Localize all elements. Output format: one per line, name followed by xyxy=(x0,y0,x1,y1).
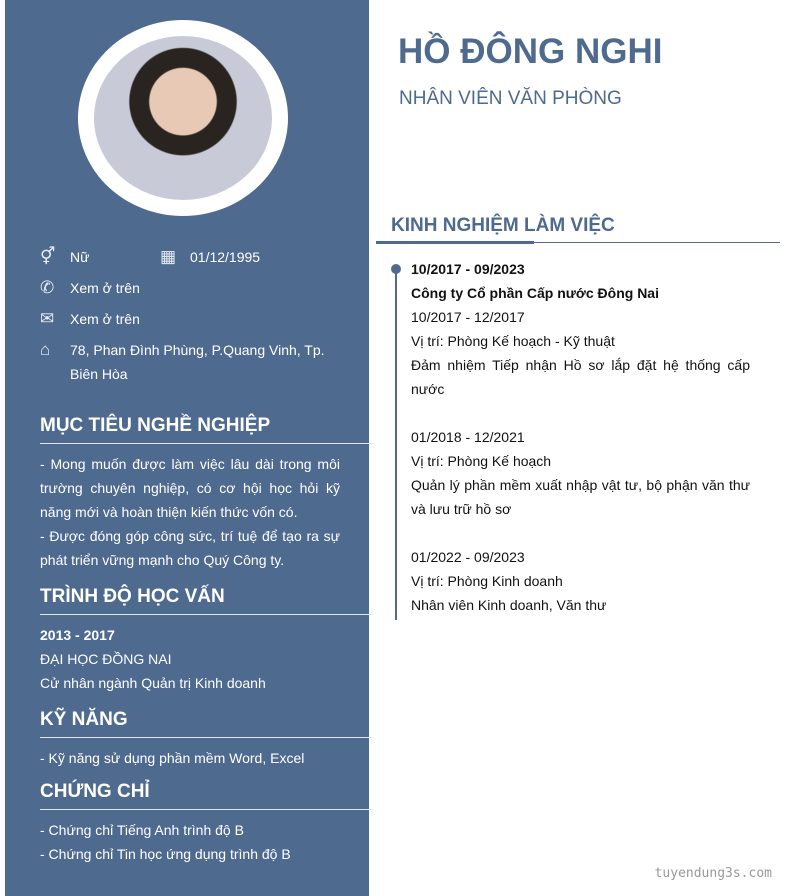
phone-icon: ✆ xyxy=(40,278,55,297)
phone: Xem ở trên xyxy=(70,280,140,296)
education-text xyxy=(40,623,340,695)
sidebar xyxy=(5,0,369,896)
skills-heading: KỸ NĂNG xyxy=(40,709,373,738)
watermark: tuyendung3s.com xyxy=(654,866,772,881)
objective-line: - Được đóng góp công sức, trí tuệ để tạo ra sự phát triển vững mạnh cho Quý Công ty. xyxy=(40,528,340,568)
full-name: HỒ ĐÔNG NGHI xyxy=(398,32,663,71)
experience-heading: KINH NGHIỆM LÀM VIỆC xyxy=(391,215,615,236)
education-period: 2013 - 2017 xyxy=(40,627,115,643)
education-heading: TRÌNH ĐỘ HỌC VẤN xyxy=(40,586,373,615)
role-position: Vị trí: Phòng Kế hoạch xyxy=(411,453,552,469)
role-description: Nhân viên Kinh doanh, Văn thư xyxy=(411,597,607,613)
birthdate: 01/12/1995 xyxy=(190,249,261,265)
timeline-line xyxy=(395,268,397,620)
certificates-text xyxy=(40,818,340,866)
experience-period: 10/2017 - 09/2023 xyxy=(411,261,525,277)
home-icon: ⌂ xyxy=(40,340,51,359)
divider-accent xyxy=(376,241,534,244)
avatar-frame xyxy=(78,20,288,216)
calendar-icon: ▦ xyxy=(160,247,177,266)
gender: Nữ xyxy=(70,249,90,265)
objective-heading: MỤC TIÊU NGHỀ NGHIỆP xyxy=(40,415,373,444)
email-row xyxy=(40,307,140,331)
email: Xem ở trên xyxy=(70,311,140,327)
certificate-item: - Chứng chỉ Tiếng Anh trình độ B xyxy=(40,822,244,838)
phone-row xyxy=(40,276,140,300)
role-period: 10/2017 - 12/2017 xyxy=(411,309,525,325)
company-name: Công ty Cổ phần Cấp nước Đông Nai xyxy=(411,285,659,301)
gender-icon: ⚥ xyxy=(40,247,56,266)
role-description: Quản lý phần mềm xuất nhập vật tư, bộ phận văn thư và lưu trữ hồ sơ xyxy=(411,477,750,517)
objective-line: - Mong muốn được làm việc lâu dài trong môi trường chuyên nghiệp, có cơ hội học hỏi kỹ năng mới và hoàn thiện kiến thức vốn có. xyxy=(40,456,340,520)
address-row xyxy=(40,338,350,386)
birthdate-row xyxy=(160,245,260,269)
gender-row xyxy=(40,245,89,269)
certificate-item: - Chứng chỉ Tin học ứng dụng trình độ B xyxy=(40,846,291,862)
timeline-dot xyxy=(391,264,401,274)
envelope-icon: ✉ xyxy=(40,309,55,328)
objective-text xyxy=(40,452,340,572)
role-period: 01/2018 - 12/2021 xyxy=(411,429,525,445)
avatar xyxy=(94,36,272,200)
role-description: Đảm nhiệm Tiếp nhận Hồ sơ lắp đặt hệ thống cấp nước xyxy=(411,357,750,397)
skill-item: - Kỹ năng sử dụng phần mềm Word, Excel xyxy=(40,750,305,766)
job-title: NHÂN VIÊN VĂN PHÒNG xyxy=(399,88,622,109)
education-degree: Cử nhân ngành Quản trị Kinh doanh xyxy=(40,675,266,691)
address: 78, Phan Đình Phùng, P.Quang Vinh, Tp. Biên Hòa xyxy=(70,342,325,382)
experience-entry xyxy=(411,257,750,617)
role-period: 01/2022 - 09/2023 xyxy=(411,549,525,565)
role-position: Vị trí: Phòng Kế hoạch - Kỹ thuật xyxy=(411,333,615,349)
certificates-heading: CHỨNG CHỈ xyxy=(40,781,373,810)
role-position: Vị trí: Phòng Kinh doanh xyxy=(411,573,563,589)
education-school: ĐẠI HỌC ĐỒNG NAI xyxy=(40,651,172,667)
skills-text xyxy=(40,746,340,770)
